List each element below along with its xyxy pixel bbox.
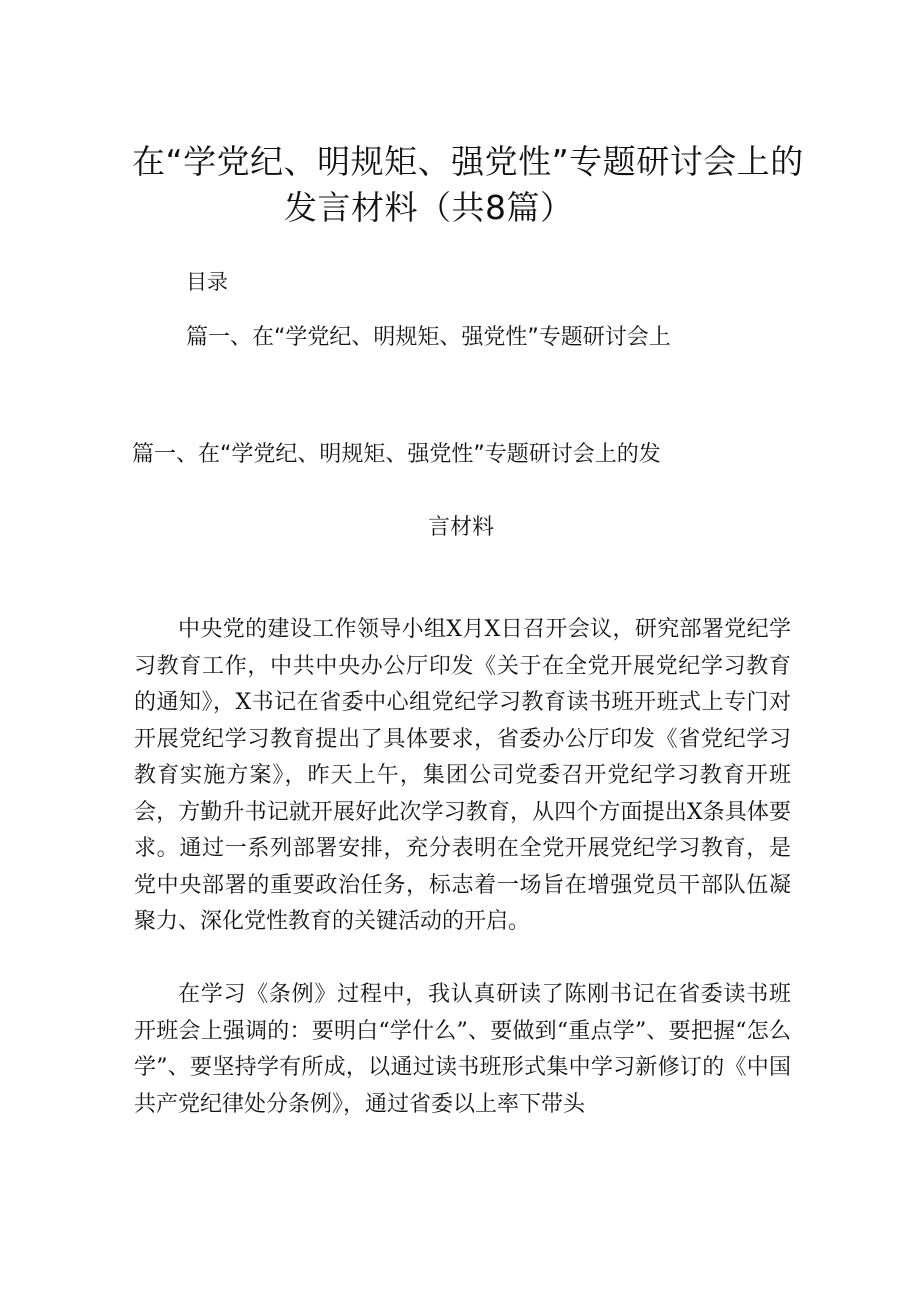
document-title-line-1: 在“学党纪、明规矩、强党性”专题研讨会上的 (132, 142, 804, 181)
document-title-line-2: 发言材料（共8篇） (284, 188, 574, 227)
section-heading-line-1: 篇一、在“学党纪、明规矩、强党性”专题研讨会上的发 (132, 442, 661, 467)
body-paragraph-1: 中央党的建设工作领导小组X月X日召开会议，研究部署党纪学习教育工作，中共中央办公厅印发《关于在全党开展党纪学习教育的通知》，X书记在省委中心组党纪学习教育读书班开班式上专门对开展党纪学习教育提出了具体要求，省委办公厅印发《省党纪学习教育实施方案》，昨天上午，集团公司党委召开党纪学习教育开班会，方勤升书记就开展好此次学习教育，从四个方面提出X条具体要求。通过一系列部署安排，充分表明在全党开展党纪学习教育，是党中央部署的重要政治任务，标志着一场旨在增强党员干部队伍凝聚力、深化党性教育的关键活动的开启。 (134, 617, 791, 934)
body-paragraph-2: 在学习《条例》过程中，我认真研读了陈刚书记在省委读书班开班会上强调的：要明白“学什么”、要做到“重点学”、要把握“怎么学”、要坚持学有所成，以通过读书班形式集中学习新修订的《中国共产党纪律处分条例》，通过省委以上率下带头 (134, 982, 791, 1117)
section-heading-line-2: 言材料 (428, 515, 495, 540)
toc-item-1: 篇一、在“学党纪、明规矩、强党性”专题研讨会上 (186, 325, 671, 350)
toc-label: 目录 (186, 270, 228, 294)
